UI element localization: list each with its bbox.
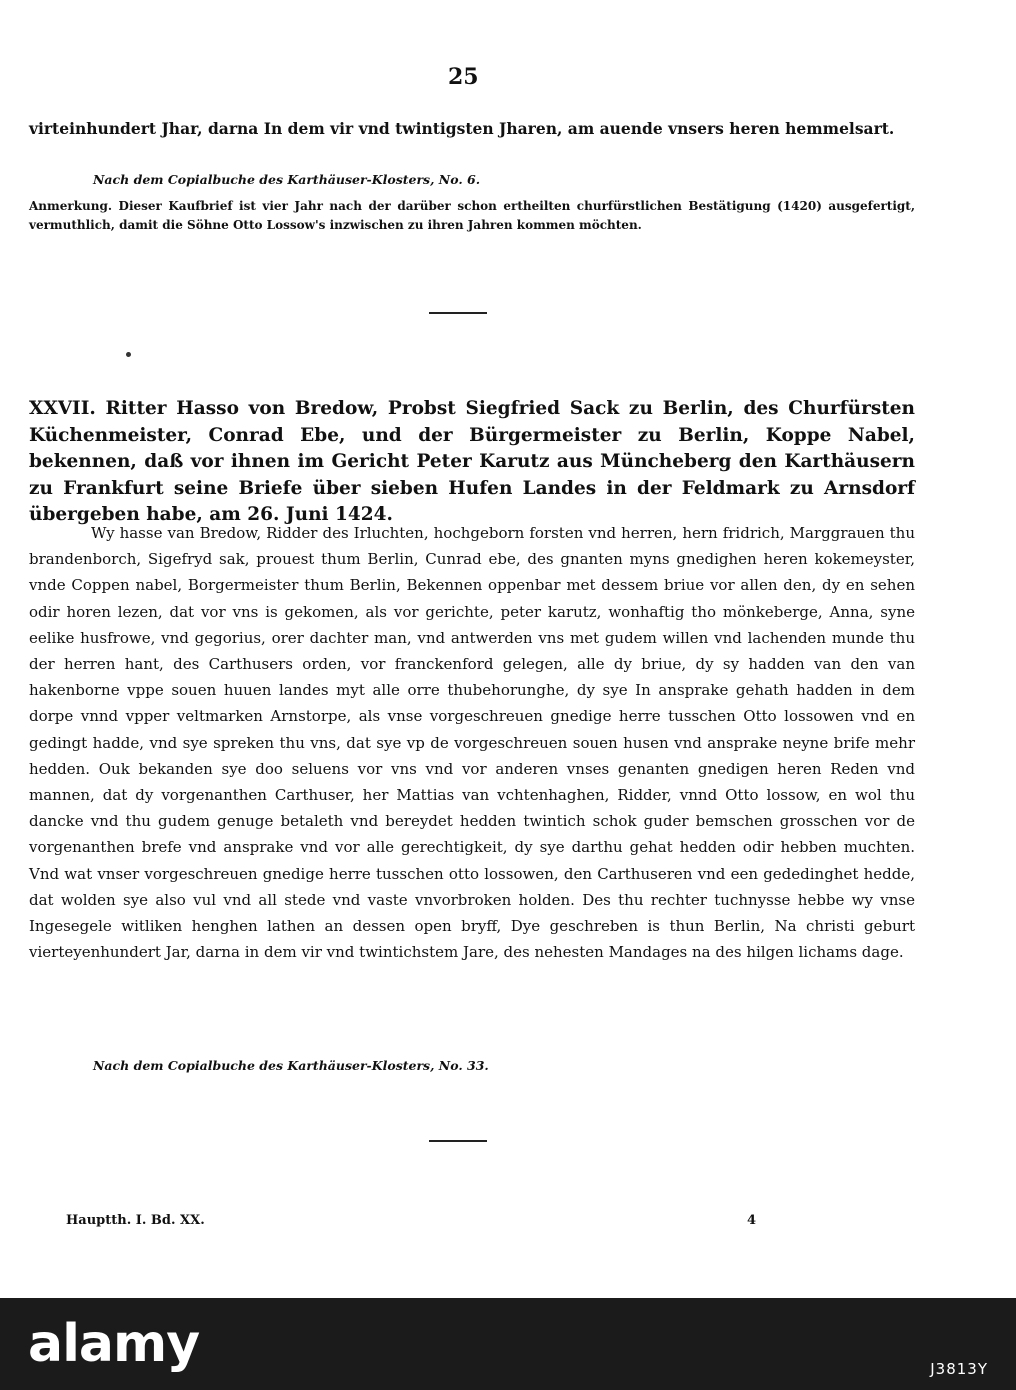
section-divider	[429, 312, 487, 314]
footer-volume: Hauptth. I. Bd. XX.	[66, 1213, 205, 1228]
source-citation-1: Nach dem Copialbuche des Karthäuser-Klosters, No. 6.	[93, 172, 481, 187]
watermark-bar	[0, 1298, 1016, 1390]
annotation-note: Anmerkung. Dieser Kaufbrief ist vier Jahr nach der darüber schon ertheilten churfürstlichen Bestätigung (1420) ausgefertigt, vermuthlich, damit die Söhne Otto Lossow's inzwischen zu ihren Jahren kommen möchten.	[29, 199, 915, 232]
source-citation-2: Nach dem Copialbuche des Karthäuser-Klosters, No. 33.	[93, 1058, 489, 1073]
watermark-image-id: J3813Y	[930, 1360, 988, 1378]
watermark-logo: alamy	[28, 1314, 200, 1374]
document-heading: XXVII. Ritter Hasso von Bredow, Probst Siegfried Sack zu Berlin, des Churfürsten Küchenmeister, Conrad Ebe, und der Bürgermeister zu Berlin, Koppe Nabel, bekennen, daß vor ihnen im Gericht Peter Karutz aus Müncheberg den Karthäusern zu Frankfurt seine Briefe über sieben Hufen Landes in der Feldmark zu Arnsdorf übergeben habe, am 26. Juni 1424.	[29, 398, 915, 525]
top-paragraph: virteinhundert Jhar, darna In dem vir vnd twintigsten Jharen, am auende vnsers heren hemmelsart.	[29, 119, 895, 138]
end-divider	[429, 1140, 487, 1142]
page-footer	[66, 1213, 756, 1228]
page-number: 25	[448, 64, 479, 90]
ink-dot	[126, 352, 131, 357]
document-body: Wy hasse van Bredow, Ridder des Irluchten, hochgeborn forsten vnd herren, hern fridrich, Marggrauen thu brandenborch, Sigefryd sak, prouest thum Berlin, Cunrad ebe, des gnanten myns gnedighen heren kokemeyster, vnde Coppen nabel, Borgermeister thum Berlin, Bekennen oppenbar met dessem briue vor allen den, dy en sehen odir horen lezen, dat vor vns is gekomen, als vor gerichte, peter karutz, wonhaftig tho mönkeberge, Anna, syne eelike husfrowe, vnd gegorius, orer dachter man, vnd antwerden vns met gudem willen vnd lachenden munde thu der herren hant, des Carthusers orden, vor franckenford gelegen, alle dy briue, dy sy hadden van den van hakenborne vppe souen huuen landes myt alle orre thubehorunghe, dy sye In ansprake gehath hadden in dem dorpe vnnd vpper veltmarken Arnstorpe, als vnse vorgeschreuen gnedige herre tusschen Otto lossowen vnd en gedingt hadde, vnd sye spreken thu vns, dat sye vp de vorgeschreuen souen husen vnd ansprake neyne brife mehr hedden. Ouk bekanden sye doo seluens vor vns vnd vor anderen vnses genanten gnedigen heren Reden vnd mannen, dat dy vorgenanthen Carthuser, her Mattias van vchtenhaghen, Ridder, vnnd Otto lossow, en wol thu dancke vnd thu gudem genuge betaleth vnd bereydet hedden twintich schok guder bemschen grosschen vor de vorgenanthen brefe vnd ansprake vnd vor alle gerechtigkeit, dy sye darthu gehat hedden odir hebben muchten. Vnd wat vnser vorgeschreuen gnedige herre tusschen otto lossowen, den Carthuseren vnd een gededinghet hedde, dat wolden sye also vul vnd all stede vnd vaste vnvorbroken holden. Des thu rechter tuchnysse hebbe wy vnse Ingesegele witliken henghen lathen an dessen open bryff, Dye geschreben is thun Berlin, Na christi geburt vierteyenhundert Jar, darna in dem vir vnd twintichstem Jare, des nehesten Mandages na des hilgen lichams dage.	[29, 524, 915, 962]
footer-signature: 4	[746, 1213, 756, 1228]
